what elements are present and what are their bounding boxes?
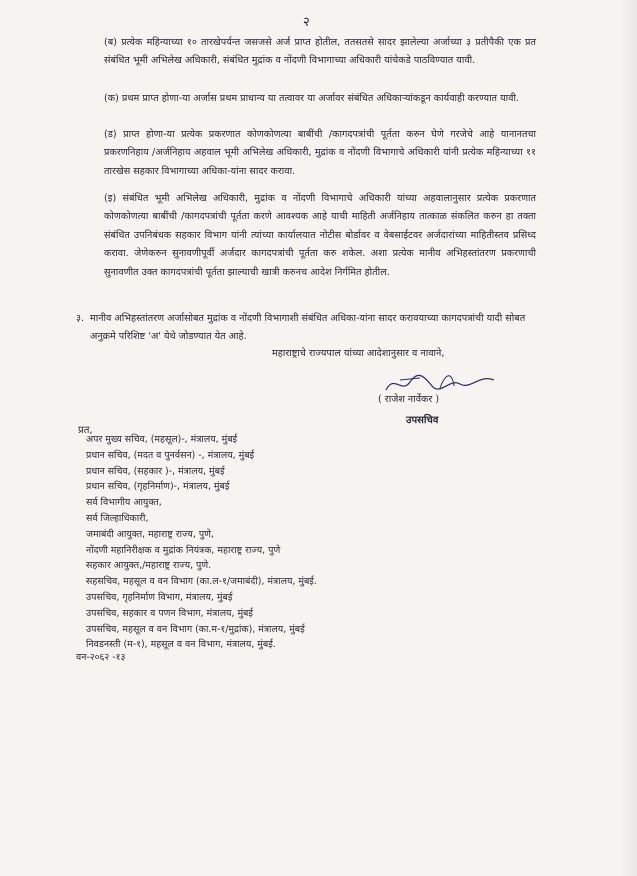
paragraph-c (104, 90, 536, 108)
recipient-item: सर्व विभागीय आयुक्त, (86, 497, 162, 509)
copy-to-label: प्रत, (78, 425, 93, 436)
recipient-item: जमाबंदी आयुक्त, महाराष्ट्र राज्य, पुणे, (86, 528, 214, 540)
signatory-name: ( राजेश नार्वेकर ) (378, 394, 440, 405)
recipient-item: निवडनस्ती (म-१), महसूल व वन विभाग, मंत्रालय, मुंबई. (86, 639, 276, 651)
paragraph-number: ३. (76, 313, 85, 324)
paragraph-label: (ड) (104, 129, 117, 140)
recipient-item: उपसचिव, गृहनिर्माण विभाग, मंत्रालय, मुंबई (86, 591, 233, 603)
document-reference: वन-२०६२ -१३ (76, 652, 126, 663)
recipient-item: सहकार आयुक्त,/महाराष्ट्र राज्य, पुणे. (86, 560, 212, 572)
paragraph-text: प्रथम प्राप्त होणा-या अर्जास प्रथम प्राधान्य या तत्वावर या अर्जावर संबंधित अधिकाऱ्यांकडून कार्यवाही करण्यात यावी. (121, 93, 519, 104)
recipient-item: प्रधान सचिव, (गृहनिर्माण)-, मंत्रालय, मुंबई (86, 481, 230, 493)
paragraph-text: मानीव अभिहस्तांतरण अर्जासोबत मुद्रांक व नोंदणी विभागाशी संबंधित अधिका-यांना सादर करावयाच्या कागदपत्रांची यादी सोबत अनुक्रमे परिशिष्ट 'अ' येथे जोडण्यात येत आहे. (90, 313, 526, 343)
recipient-item: उपसचिव, सहकार व पणन विभाग, मंत्रालय, मुंबई (86, 607, 254, 619)
recipient-item: प्रधान सचिव, (मदत व पुनर्वसन) -, मंत्रालय, मुंबई (86, 449, 255, 461)
paragraph-label: (क) (104, 93, 119, 104)
recipient-item: अपर मुख्य सचिव, (महसूल)-, मंत्रालय, मुंबई (86, 434, 238, 445)
recipient-item: प्रधान सचिव, (सहकार )-, मंत्रालय, मुंबई (86, 465, 225, 477)
paragraph-label: (इ) (104, 193, 117, 204)
closing-line: महाराष्ट्राचे राज्यपाल यांच्या आदेशानुसार व नावाने, (272, 348, 445, 359)
recipient-item: सहसचिव, महसूल व वन विभाग (का.ल-१/जमाबंदी), मंत्रालय, मुंबई. (86, 576, 317, 588)
paragraph-text: प्रत्येक महिन्याच्या १० तारखेपर्यन्त जसजसे अर्ज प्राप्त होतील, ततसतसे सादर झालेल्या अर्जाच्या ३ प्रतीपैकी एक प्रत संबंधित भूमी अभिलेख अधिकारी, संबंधित मुद्रांक व नोंदणी विभागाच्या अधिकारी यांचेकडे पाठविण्यात यावी. (104, 37, 536, 67)
page-edge-shadow (619, 0, 637, 876)
page-number: २ (303, 15, 310, 30)
paragraph-d (104, 126, 536, 181)
recipient-list (86, 432, 317, 653)
signatory-designation: उपसचिव (406, 415, 439, 426)
paragraph-label: (ब) (104, 37, 117, 48)
paragraph-e (104, 190, 536, 282)
recipient-item: उपसचिव, महसूल व वन विभाग (का.म-१/मुद्रांक), मंत्रालय, मुंबई (86, 623, 305, 635)
paragraph-3 (76, 310, 536, 347)
recipient-item: सर्व जिल्हाधिकारी, (86, 512, 149, 524)
paragraph-text: प्राप्त होणा-या प्रत्येक प्रकरणात कोणकोणत्या बाबींची /कागदपत्रांची पूर्तता करुन घेणे गरजेचे आहे यानानतचा प्रकरणनिहाय /अर्जनिहाय अहवाल भूमी अभिलेख अधिकारी, मुद्रांक व नोंदणी विभागाचे अधिकारी यांनी प्रत्येक महिन्याच्या ११ तारखेस सहकार विभागाच्या अधिका-यांना सादर करावा. (104, 129, 536, 177)
recipient-item: नोंदणी महानिरीक्षक व मुद्रांक नियंत्रक, महाराष्ट्र राज्य, पुणे (86, 544, 281, 556)
paragraph-b (104, 34, 536, 71)
paragraph-text: संबंधित भूमी अभिलेख अधिकारी, मुद्रांक व नोंदणी विभागाचे अधिकारी यांच्या अहवालानुसार प्रत्येक प्रकरणात कोणकोणत्या बाबींची /कागदपत्रांची पूर्तता करणे आवश्यक आहे याची माहिती अर्जनिहाय तात्काळ संकलित करुन हा तक्ता संबंधित उपनिबंधक सहकार विभाग यांनी त्यांच्या कार्यालयात नोटीस बोर्डावर व वेबसाईटवर अर्जदारांच्या माहितीस्तव प्रसिध्द करावा. जेणेकरुन सुनावणीपूर्वी अर्जदार कागदपत्रांची पूर्तता करु शकेल. अशा प्रत्येक मानीव अभिहस्तांतरण प्रकरणाची सुनावणीत उक्त कागदपत्रांची पूर्तता झाल्याची खात्री करुनच आदेश निर्गमित होतील. (104, 193, 536, 278)
